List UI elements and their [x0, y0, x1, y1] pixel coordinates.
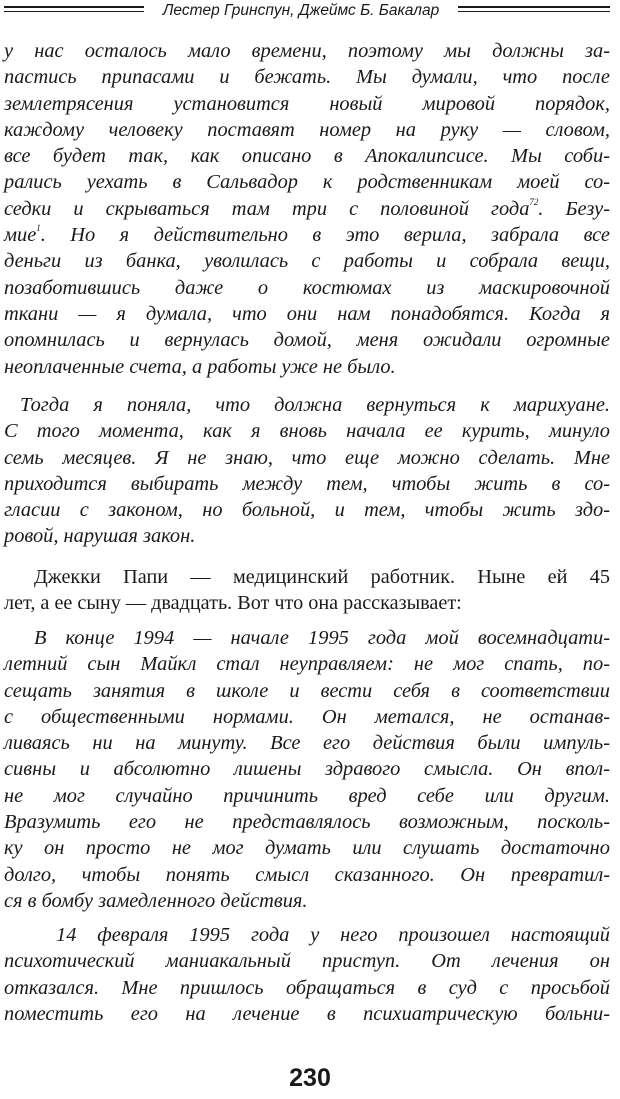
line-text: седки и скрываться там три с половиной года: [4, 197, 530, 220]
quote-block-1: [4, 38, 610, 380]
text-line: ся в бомбу замедленного действия.: [4, 889, 308, 912]
text-line: ровой, нарушая закон.: [4, 525, 196, 548]
running-head: Лестер Гринспун, Джеймс Б. Бакалар: [162, 2, 440, 19]
text-line-with-footnote: [4, 222, 610, 248]
header-rule-right: [458, 6, 610, 8]
text-line: ливаясь ни на минуту. Все его действия были импуль-: [4, 732, 610, 755]
header-rule-right-thin: [458, 11, 610, 12]
text-line: приходится выбирать между тем, чтобы жить в со-: [4, 472, 610, 495]
text-line: рались уехать в Сальвадор к родственникам моей со-: [4, 171, 610, 194]
line-text: . Безу-: [538, 197, 610, 220]
footnote-ref: 72: [529, 196, 539, 207]
text-line: Вразумить его не представлялось возможным, посколь-: [4, 811, 610, 834]
text-line: Тогда я поняла, что должна вернуться к марихуане.: [20, 394, 610, 416]
text-line: 14 февраля 1995 года у него произошел настоящий: [56, 924, 610, 946]
text-line: летний сын Майкл стал неуправляем: не мог спать, по-: [4, 653, 610, 676]
text-line: деньги из банка, уволилась с работы и собрала вещи,: [4, 250, 610, 273]
text-line: долго, чтобы понять смысл сказанного. Он превратил-: [4, 863, 610, 886]
text-line: все будет так, как описано в Апокалипсисе. Мы соби-: [4, 145, 610, 168]
text-line: каждому человеку поставят номер на руку — словом,: [4, 118, 610, 141]
text-line: у нас осталось мало времени, поэтому мы должны за-: [4, 40, 610, 62]
text-line: неоплаченные счета, а работы уже не было.: [4, 355, 396, 378]
text-line: не мог случайно причинить вред себе или другим.: [4, 784, 610, 807]
text-line-with-footnote: [4, 196, 610, 222]
text-line: лет, а ее сыну — двадцать. Вот что она рассказывает:: [4, 592, 462, 615]
narrative-paragraph: [4, 564, 610, 617]
text-line: позаботившись даже о костюмах из маскировочной: [4, 276, 610, 299]
quote-block-3: [4, 625, 610, 914]
text-line: землетрясения установится новый мировой порядок,: [4, 92, 610, 115]
text-line: пастись припасами и бежать. Мы думали, что после: [4, 66, 610, 89]
text-line: поместить его на лечение в психиатрическую больни-: [4, 1002, 610, 1025]
header-rule-left-thin: [4, 11, 144, 12]
footnote-ref: 1: [36, 223, 41, 234]
text-line: с общественными нормами. Он метался, не останав-: [4, 705, 610, 728]
page-header: [0, 0, 620, 28]
text-line: Джекки Папи — медицинский работник. Ныне ей 45: [34, 566, 610, 588]
text-line: семь месяцев. Я не знаю, что еще можно сделать. Мне: [4, 446, 610, 469]
text-line: ткани — я думала, что они нам понадобятся. Когда я: [4, 302, 610, 325]
text-line: ку он просто не мог думать или слушать достаточно: [4, 837, 610, 860]
text-line: отказался. Мне пришлось обращаться в суд с просьбой: [4, 976, 610, 999]
text-line: сещать занятия в школе и вести себя в соответствии: [4, 679, 610, 702]
quote-block-4: [4, 922, 610, 1027]
line-text: . Но я действительно в это верила, забрала все: [40, 224, 610, 247]
line-text: мие: [4, 224, 37, 247]
quote-block-2: [4, 392, 610, 550]
text-line: С того момента, как я вновь начала ее курить, минуло: [4, 420, 610, 443]
text-line: психотический маниакальный приступ. От лечения он: [4, 950, 610, 973]
text-line: сивны и абсолютно лишены здравого смысла. Он впол-: [4, 758, 610, 781]
text-line: В конце 1994 — начале 1995 года мой восемнадцати-: [34, 627, 610, 649]
text-line: опомнилась и вернулась домой, меня ожидали огромные: [4, 329, 610, 352]
header-rule-left: [4, 6, 144, 8]
text-line: гласии с законом, но больной, и тем, чтобы жить здо-: [4, 499, 610, 522]
page-number: 230: [289, 1064, 331, 1092]
